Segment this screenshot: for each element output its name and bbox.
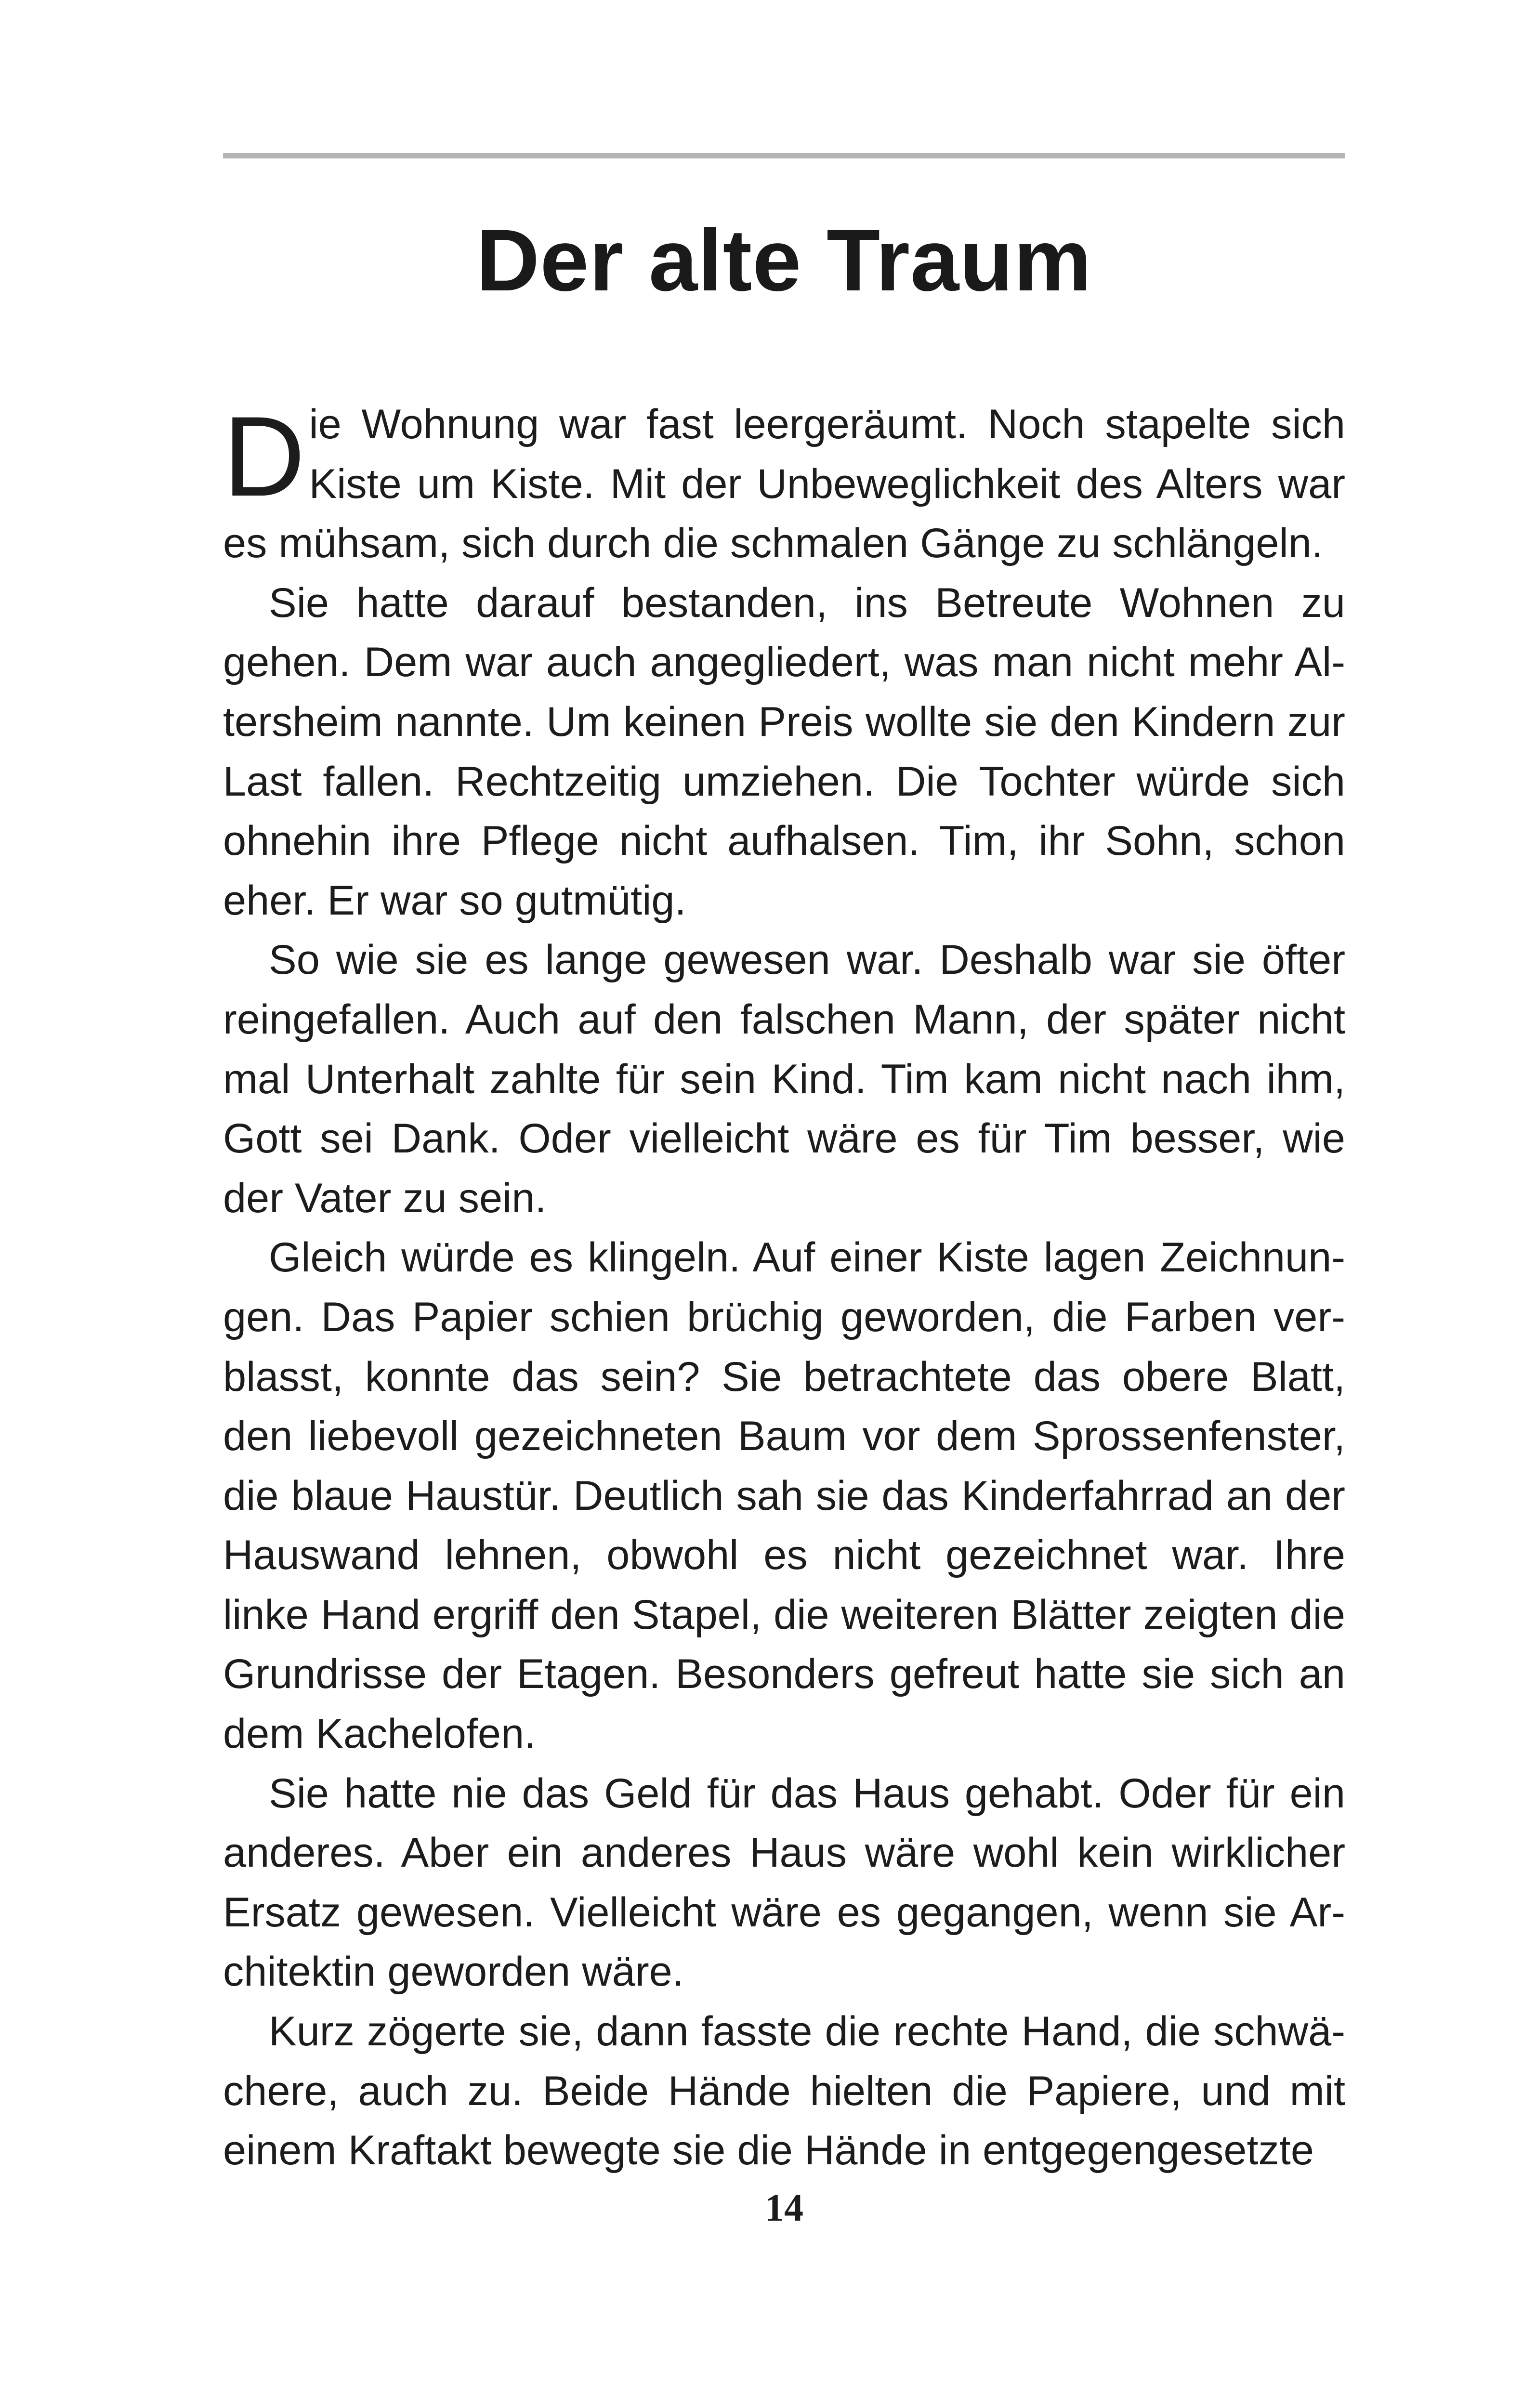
page-number: 14 [765, 2187, 803, 2229]
chapter-body [223, 395, 1345, 2249]
paragraph-4 [223, 1228, 1345, 1764]
drop-cap-letter: D [223, 395, 305, 520]
paragraph-3 [223, 930, 1345, 1228]
paragraph-1-text: ie Wohnung war fast leergeräumt. Noch stapelte sich Kiste um Kiste. Mit der Unbeweglichkeit des Alters war es mühsam, sich durch die schmalen Gänge zu schlängeln. [223, 401, 1345, 567]
paragraph-3-text: So wie sie es lange gewesen war. Deshalb war sie öfter reingefallen. Auch auf den falschen Mann, der später nicht mal Unterhalt zahlte für sein Kind. Tim kam nicht nach ihm, Gott sei Dank. Oder vielleicht wäre es für Tim besser, wie der Vater zu sein. [223, 937, 1345, 1221]
paragraph-2-text: Sie hatte darauf bestanden, ins Betreute Wohnen zu gehen. Dem war auch angegliedert, was man nicht mehr Altersheim nannte. Um keinen Preis wollte sie den Kindern zur Last fallen. Rechtzeitig umziehen. Die Tochter würde sich ohnehin ihre Pflege nicht aufhalsen. Tim, ihr Sohn, schon eher. Er war so gutmütig. [223, 579, 1345, 924]
paragraph-1 [223, 395, 1345, 574]
paragraph-5-text: Sie hatte nie das Geld für das Haus gehabt. Oder für ein anderes. Aber ein anderes Haus wäre wohl kein wirklicher Ersatz gewesen. Vielleicht wäre es gegangen, wenn sie Architektin geworden wäre. [223, 1770, 1345, 1995]
paragraph-6 [223, 2002, 1345, 2181]
paragraph-2 [223, 574, 1345, 931]
paragraph-6-text: Kurz zögerte sie, dann fasste die rechte Hand, die schwächere, auch zu. Beide Hände hielten die Papiere, und mit einem Kraftakt bewegte sie die Hände in entgegengesetzte [223, 2008, 1345, 2174]
paragraph-4-text: Gleich würde es klingeln. Auf einer Kiste lagen Zeichnungen. Das Papier schien brüchig geworden, die Farben verblasst, konnte das sein? Sie betrachtete das obere Blatt, den liebevoll gezeichneten Baum vor dem Sprossenfenster, die blaue Haustür. Deutlich sah sie das Kinderfahrrad an der Hauswand lehnen, obwohl es nicht gezeichnet war. Ihre linke Hand ergriff den Stapel, die weiteren Blätter zeigten die Grundrisse der Etagen. Besonders gefreut hatte sie sich an dem Kachelofen. [223, 1234, 1345, 1757]
paragraph-5 [223, 1764, 1345, 2002]
header-rule [223, 153, 1345, 158]
chapter-title: Der alte Traum [476, 211, 1092, 309]
